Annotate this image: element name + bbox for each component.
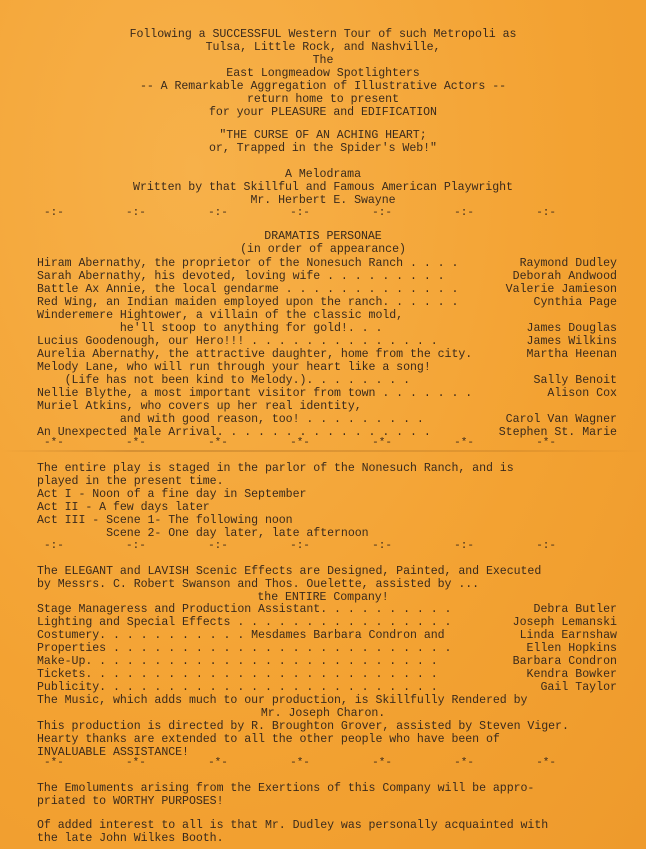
act-line: Scene 2- One day later, late afternoon (37, 527, 369, 540)
crew-role: Stage Manageress and Production Assistant. . . . . . . . . . (37, 603, 452, 616)
closing-line: Of added interest to all is that Mr. Dudley was personally acquainted with (37, 819, 549, 832)
playwright-line: Written by that Skillful and Famous American Playwright (133, 181, 513, 194)
cast-actor: Stephen St. Marie (498, 426, 617, 439)
music-line: Mr. Joseph Charon. (260, 707, 386, 720)
fold-line (0, 450, 646, 452)
crew-name: Ellen Hopkins (526, 642, 617, 655)
intro-line: Tulsa, Little Rock, and Nashville, (205, 41, 441, 54)
closing-line: the late John Wilkes Booth. (37, 832, 224, 845)
crew-role: Properties . . . . . . . . . . . . . . . . . . . . . . . . . (37, 642, 452, 655)
act-line: Act II - A few days later (37, 501, 210, 514)
effects-line: the ENTIRE Company! (257, 591, 389, 604)
music-line: The Music, which adds much to our production, is Skillfully Rendered by (37, 694, 528, 707)
cast-actor: Valerie Jamieson (505, 283, 617, 296)
direction-line: This production is directed by R. Broughton Grover, assisted by Steven Viger. (37, 720, 569, 733)
direction-line: Hearty thanks are extended to all the other people who have been of (37, 733, 500, 746)
cast-role: Melody Lane, who will run through your heart like a song! (37, 361, 431, 374)
cast-actor: Carol Van Wagner (505, 413, 617, 426)
cast-role: Sarah Abernathy, his devoted, loving wife . . . . . . . . . (37, 270, 445, 283)
play-genre: A Melodrama (285, 168, 361, 181)
crew-name: Gail Taylor (540, 681, 617, 694)
cast-role: Muriel Atkins, who covers up her real identity, (37, 400, 362, 413)
intro-line: return home to present (247, 93, 399, 106)
cast-actor: Sally Benoit (533, 374, 617, 387)
cast-actor: Deborah Andwood (512, 270, 617, 283)
crew-role: Make-Up. . . . . . . . . . . . . . . . . . . . . . . . . . (37, 655, 438, 668)
cast-role: An Unexpected Male Arrival. . . . . . . . . . . . . . . . (37, 426, 431, 439)
act-line: Act I - Noon of a fine day in September (37, 488, 307, 501)
dramatis-heading: DRAMATIS PERSONAE (264, 230, 382, 243)
intro-line: The (312, 54, 334, 67)
staging-line: The entire play is staged in the parlor of the Nonesuch Ranch, and is (37, 462, 514, 475)
separator-row: -:- -:- -:- -:- -:- -:- -:- (44, 207, 556, 219)
staging-line: played in the present time. (37, 475, 224, 488)
cast-actor: Martha Heenan (526, 348, 617, 361)
cast-role: Winderemere Hightower, a villain of the classic mold, (37, 309, 404, 322)
closing-line: priated to WORTHY PURPOSES! (37, 795, 224, 808)
closing-line: The Emoluments arising from the Exertions of this Company will be appro- (37, 782, 535, 795)
crew-name: Joseph Lemanski (512, 616, 617, 629)
separator-row: -:- -:- -:- -:- -:- -:- -:- (44, 540, 556, 552)
separator-row: -*- -*- -*- -*- -*- -*- -*- (44, 757, 556, 769)
act-line: Act III - Scene 1- The following noon (37, 514, 293, 527)
play-title: or, Trapped in the Spider's Web!" (209, 142, 437, 155)
cast-role: Nellie Blythe, a most important visitor from town . . . . . . . (37, 387, 473, 400)
cast-actor: James Douglas (526, 322, 617, 335)
intro-line: -- A Remarkable Aggregation of Illustrative Actors -- (139, 80, 507, 93)
cast-role: Red Wing, an Indian maiden employed upon the ranch. . . . . . (37, 296, 459, 309)
play-title: "THE CURSE OF AN ACHING HEART; (219, 129, 427, 142)
effects-line: by Messrs. C. Robert Swanson and Thos. Ouelette, assisted by ... (37, 578, 480, 591)
cast-role: Aurelia Abernathy, the attractive daughter, home from the city. (37, 348, 473, 361)
crew-role: Publicity. . . . . . . . . . . . . . . . . . . . . . . . . (37, 681, 438, 694)
intro-line: for your PLEASURE and EDIFICATION (209, 106, 437, 119)
cast-role: he'll stoop to anything for gold!. . . (37, 322, 383, 335)
playwright-name: Mr. Herbert E. Swayne (250, 194, 396, 207)
cast-role: and with good reason, too! . . . . . . . . . (37, 413, 424, 426)
crew-name: Kendra Bowker (526, 668, 617, 681)
cast-actor: James Wilkins (526, 335, 617, 348)
crew-role: Costumery. . . . . . . . . . . Mesdames Barbara Condron and (37, 629, 445, 642)
crew-role: Tickets. . . . . . . . . . . . . . . . . . . . . . . . . . (37, 668, 438, 681)
company-name: East Longmeadow Spotlighters (226, 67, 420, 80)
cast-actor: Cynthia Page (533, 296, 617, 309)
direction-line: INVALUABLE ASSISTANCE! (37, 746, 189, 759)
separator-row: -*- -*- -*- -*- -*- -*- -*- (44, 437, 556, 449)
effects-line: The ELEGANT and LAVISH Scenic Effects are Designed, Painted, and Executed (37, 565, 542, 578)
crew-name: Barbara Condron (512, 655, 617, 668)
cast-actor: Alison Cox (547, 387, 617, 400)
crew-name: Debra Butler (533, 603, 617, 616)
crew-role: Lighting and Special Effects . . . . . . . . . . . . . . . . (37, 616, 452, 629)
cast-role: Lucius Goodenough, our Hero!!! . . . . . . . . . . . . . . (37, 335, 438, 348)
cast-role: Battle Ax Annie, the local gendarme . . . . . . . . . . . . . (37, 283, 459, 296)
cast-role: (Life has not been kind to Melody.). . . . . . . . (37, 374, 410, 387)
intro-line: Following a SUCCESSFUL Western Tour of such Metropoli as (129, 28, 517, 41)
crew-name: Linda Earnshaw (519, 629, 617, 642)
dramatis-subheading: (in order of appearance) (240, 243, 406, 256)
cast-actor: Raymond Dudley (519, 257, 617, 270)
cast-role: Hiram Abernathy, the proprietor of the Nonesuch Ranch . . . . (37, 257, 459, 270)
